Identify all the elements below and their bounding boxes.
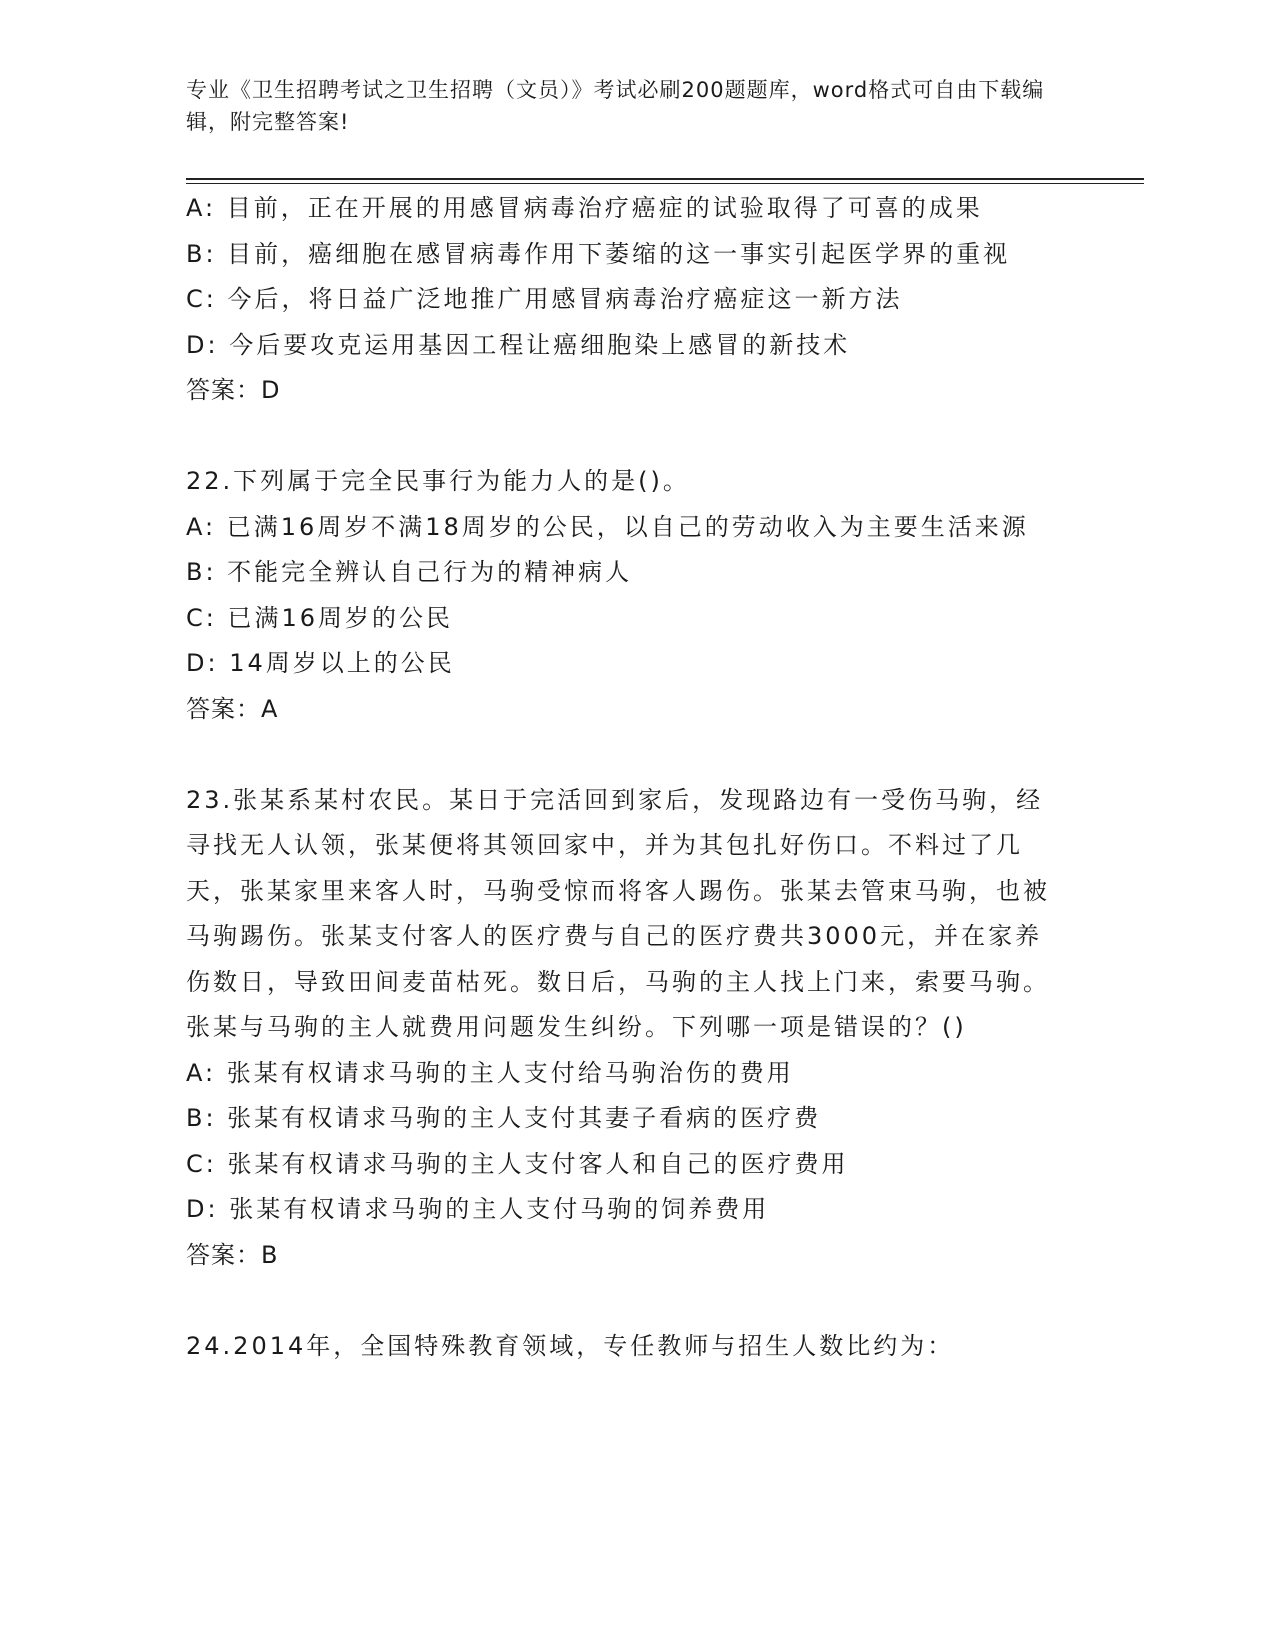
- q23-option-c: C: 张某有权请求马驹的主人支付客人和自己的医疗费用: [186, 1149, 849, 1178]
- q22-option-a: A: 已满16周岁不满18周岁的公民，以自己的劳动收入为主要生活来源: [186, 512, 1029, 541]
- header-divider-thin: [186, 183, 1144, 184]
- q23-answer: 答案：B: [186, 1240, 279, 1269]
- q21-option-c: C: 今后，将日益广泛地推广用感冒病毒治疗癌症这一新方法: [186, 285, 903, 313]
- q23-question: 23.张某系某村农民。某日于完活回到家后，发现路边有一受伤马驹，经寻找无人认领，张某便将其领回家中，并为其包扎好伤口。不料过了几天，张某家里来客人时，马驹受惊而将客人踢伤。张某去管束马驹，也被马驹踢伤。张某支付客人的医疗费与自己的医疗费共3000元，并在家养伤数日，导致田间麦苗枯死。数日后，马驹的主人找上门来，索要马驹。张某与马驹的主人就费用问题发生纠纷。下列哪一项是错误的？(): [186, 785, 1050, 1041]
- q22-option-d: D: 14周岁以上的公民: [186, 649, 455, 677]
- document-header: 专业《卫生招聘考试之卫生招聘（文员）》考试必刷200题题库，word格式可自由下载编辑，附完整答案!: [186, 78, 1045, 134]
- question-content: [186, 186, 1066, 1369]
- question-23: [186, 778, 1066, 1279]
- question-22: [186, 459, 1066, 732]
- q22-answer: 答案：A: [186, 694, 279, 723]
- q21-option-a: A: 目前，正在开展的用感冒病毒治疗癌症的试验取得了可喜的成果: [186, 194, 983, 222]
- q22-option-b: B: 不能完全辨认自己行为的精神病人: [186, 558, 633, 586]
- q23-option-b: B: 张某有权请求马驹的主人支付其妻子看病的医疗费: [186, 1104, 822, 1132]
- q24-question: 24.2014年，全国特殊教育领域，专任教师与招生人数比约为：: [186, 1331, 955, 1360]
- q21-option-d: D: 今后要攻克运用基因工程让癌细胞染上感冒的新技术: [186, 330, 851, 359]
- spacer: [186, 414, 1066, 460]
- question-24: [186, 1324, 1066, 1370]
- q21-option-b: B: 目前，癌细胞在感冒病毒作用下萎缩的这一事实引起医学界的重视: [186, 239, 1011, 268]
- q23-option-d: D: 张某有权请求马驹的主人支付马驹的饲养费用: [186, 1195, 770, 1223]
- q21-answer: 答案：D: [186, 376, 281, 404]
- q22-option-c: C: 已满16周岁的公民: [186, 603, 454, 632]
- question-21: [186, 186, 1066, 414]
- q23-option-a: A: 张某有权请求马驹的主人支付给马驹治伤的费用: [186, 1058, 794, 1087]
- spacer: [186, 1278, 1066, 1324]
- q22-question: 22.下列属于完全民事行为能力人的是()。: [186, 467, 690, 495]
- header-divider-thick: [186, 178, 1144, 180]
- spacer: [186, 732, 1066, 778]
